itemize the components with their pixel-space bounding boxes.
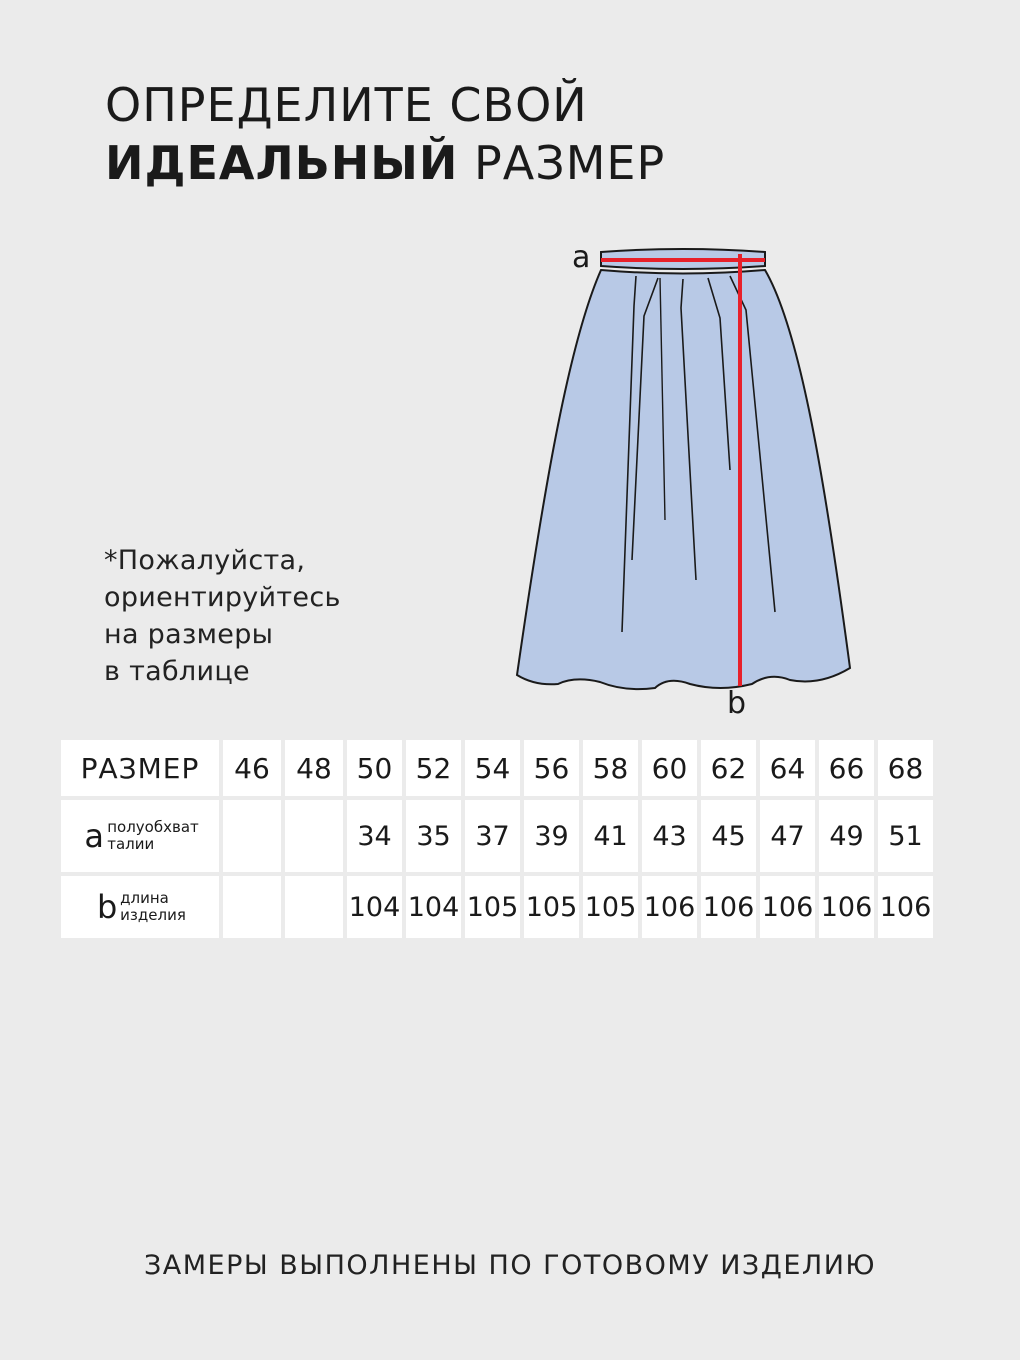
size-cell: 60 <box>642 740 697 796</box>
row-letter-a: a <box>84 817 105 855</box>
row-header-waist <box>61 800 219 872</box>
value-cell <box>285 876 343 938</box>
size-table <box>57 736 937 942</box>
value-cell: 106 <box>878 876 933 938</box>
value-cell <box>285 800 343 872</box>
skirt-body <box>517 270 850 689</box>
value-cell: 47 <box>760 800 815 872</box>
title-line-2-rest: РАЗМЕР <box>458 136 666 190</box>
measure-label-b: b <box>727 686 747 721</box>
table-row-length <box>61 876 933 938</box>
value-cell: 105 <box>465 876 520 938</box>
value-cell: 49 <box>819 800 874 872</box>
value-cell: 35 <box>406 800 461 872</box>
size-cell: 52 <box>406 740 461 796</box>
value-cell: 106 <box>819 876 874 938</box>
size-cell: 56 <box>524 740 579 796</box>
title-line-1: ОПРЕДЕЛИТЕ СВОЙ <box>105 78 588 132</box>
value-cell: 104 <box>406 876 461 938</box>
footer-note: ЗАМЕРЫ ВЫПОЛНЕНЫ ПО ГОТОВОМУ ИЗДЕЛИЮ <box>143 1250 877 1281</box>
value-cell: 39 <box>524 800 579 872</box>
value-cell: 41 <box>583 800 638 872</box>
value-cell: 37 <box>465 800 520 872</box>
row-desc-waist: полуобхват талии <box>107 818 199 853</box>
value-cell: 106 <box>760 876 815 938</box>
row-header-length <box>61 876 219 938</box>
size-note: *Пожалуйста, ориентируйтесь на размеры в таблице <box>104 545 341 687</box>
size-cell: 50 <box>347 740 402 796</box>
row-desc-length: длина изделия <box>120 889 186 924</box>
size-cell: 46 <box>223 740 281 796</box>
size-cell: 58 <box>583 740 638 796</box>
value-cell: 45 <box>701 800 756 872</box>
table-row-waist <box>61 800 933 872</box>
row-letter-b: b <box>97 888 118 926</box>
value-cell: 43 <box>642 800 697 872</box>
size-cell: 64 <box>760 740 815 796</box>
size-cell: 66 <box>819 740 874 796</box>
size-cell: 68 <box>878 740 933 796</box>
value-cell: 34 <box>347 800 402 872</box>
table-header-row <box>61 740 933 796</box>
value-cell: 105 <box>524 876 579 938</box>
value-cell: 106 <box>701 876 756 938</box>
size-cell: 54 <box>465 740 520 796</box>
size-cell: 62 <box>701 740 756 796</box>
value-cell <box>223 876 281 938</box>
title-line-2-bold: ИДЕАЛЬНЫЙ <box>105 136 459 190</box>
value-cell: 104 <box>347 876 402 938</box>
value-cell <box>223 800 281 872</box>
value-cell: 106 <box>642 876 697 938</box>
header-size-label: РАЗМЕР <box>61 740 219 796</box>
skirt-diagram <box>500 230 880 730</box>
size-cell: 48 <box>285 740 343 796</box>
measure-label-a: a <box>572 240 591 275</box>
value-cell: 51 <box>878 800 933 872</box>
page-title <box>105 76 665 192</box>
value-cell: 105 <box>583 876 638 938</box>
